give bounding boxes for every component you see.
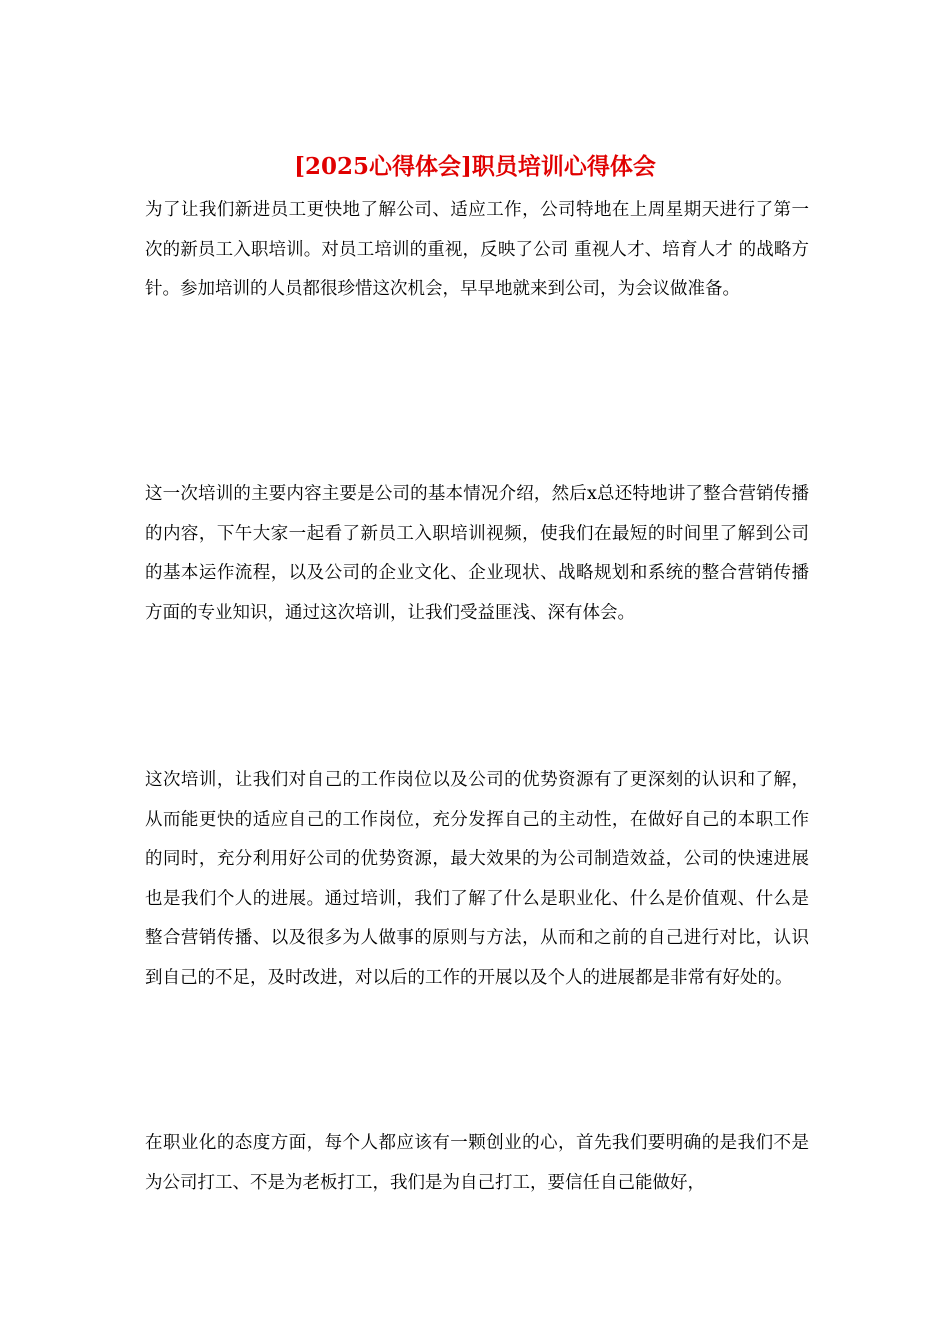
paragraph-professional-attitude: 在职业化的态度方面，每个人都应该有一颗创业的心，首先我们要明确的是我们不是为公司打工、不是为老板打工，我们是为自己打工，要信任自己能做好，	[145, 1133, 809, 1193]
paragraph-intro: 为了让我们新进员工更快地了解公司、适应工作，公司特地在上周星期天进行了第一次的新员工入职培训。对员工培训的重视，反映了公司 重视人才、培育人才 的战略方针。参加培训的人员都很珍惜这次机会，早早地就来到公司，为会议做准备。	[145, 200, 809, 299]
paragraph-training-benefits: 这次培训，让我们对自己的工作岗位以及公司的优势资源有了更深刻的认识和了解，从而能更快的适应自己的工作岗位，充分发挥自己的主动性，在做好自己的本职工作的同时，充分利用好公司的优势资源，最大效果的为公司制造效益，公司的快速进展也是我们个人的进展。通过培训，我们了解了什么是职业化、什么是价值观、什么是整合营销传播、以及很多为人做事的原则与方法，从而和之前的自己进行对比，认识到自己的不足，及时改进，对以后的工作的开展以及个人的进展都是非常有好处的。	[145, 770, 809, 988]
document-title: [2025心得体会]职员培训心得体会	[294, 153, 656, 180]
paragraph-training-content: 这一次培训的主要内容主要是公司的基本情况介绍，然后x总还特地讲了整合营销传播的内容，下午大家一起看了新员工入职培训视频，使我们在最短的时间里了解到公司的基本运作流程，以及公司的企业文化、企业现状、战略规划和系统的整合营销传播方面的专业知识，通过这次培训，让我们受益匪浅、深有体会。	[145, 484, 809, 623]
